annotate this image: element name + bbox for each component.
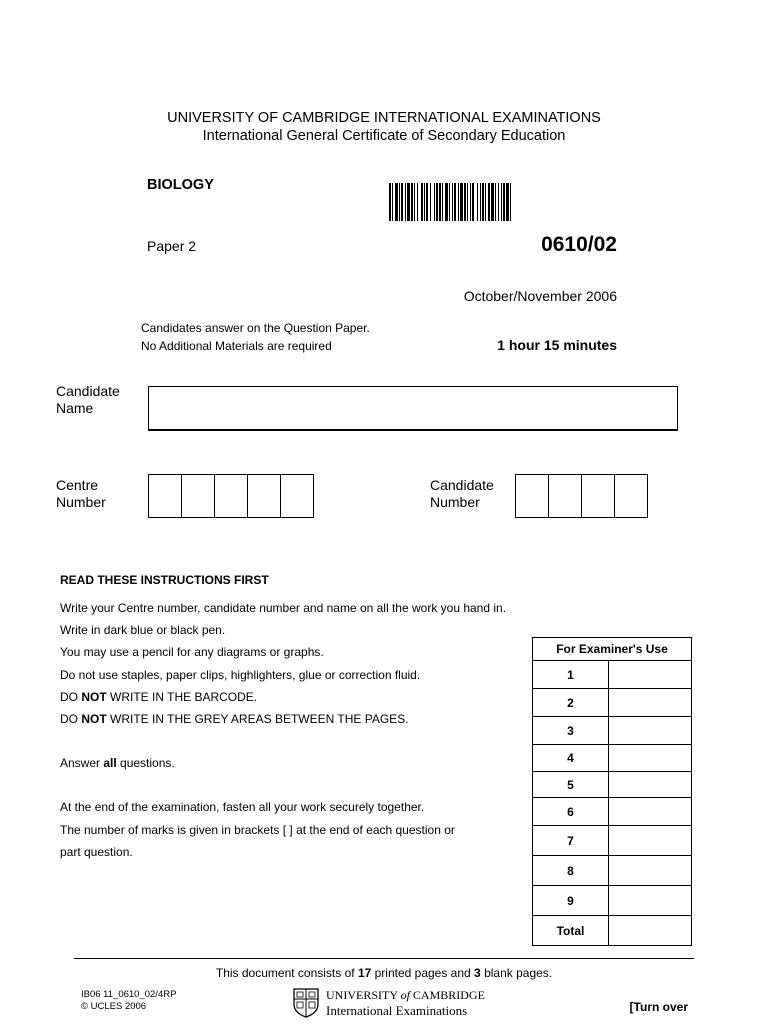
page-count-text: blank pages. bbox=[480, 966, 553, 980]
total-label: Total bbox=[533, 916, 609, 946]
candidate-number-field[interactable] bbox=[515, 474, 648, 518]
question-number: 8 bbox=[533, 856, 609, 886]
instruction-line: Write your Centre number, candidate number and name on all the work you hand in. bbox=[60, 601, 507, 615]
question-number: 7 bbox=[533, 826, 609, 856]
cambridge-logo bbox=[293, 988, 485, 1018]
document-reference: IB06 11_0610_02/4RP bbox=[81, 989, 177, 1000]
examiners-use-table bbox=[532, 637, 692, 946]
logo-text: CAMBRIDGE bbox=[409, 988, 485, 1002]
instructions-block bbox=[60, 597, 530, 863]
exam-duration: 1 hour 15 minutes bbox=[497, 337, 617, 353]
instruction-text: questions. bbox=[116, 756, 175, 771]
page-count-statement bbox=[0, 966, 768, 980]
paper-label: Paper 2 bbox=[147, 238, 197, 254]
candidate-name-label-line-2: Name bbox=[56, 400, 94, 416]
centre-number-digit-box[interactable] bbox=[280, 475, 313, 517]
instructions-heading: READ THESE INSTRUCTIONS FIRST bbox=[60, 573, 269, 587]
instruction-text: DO bbox=[60, 712, 82, 727]
logo-text: UNIVERSITY bbox=[326, 988, 401, 1002]
instruction-line bbox=[60, 686, 530, 708]
instruction-emphasis: all bbox=[103, 756, 117, 771]
materials-line-2: No Additional Materials are required bbox=[141, 339, 332, 353]
barcode-icon bbox=[389, 183, 617, 221]
mark-cell[interactable] bbox=[609, 826, 692, 856]
instruction-line bbox=[60, 708, 530, 730]
copyright-notice: © UCLES 2006 bbox=[81, 1001, 147, 1012]
header-line-2: International General Certificate of Secondary Education bbox=[202, 128, 566, 144]
centre-number-digit-box[interactable] bbox=[181, 475, 214, 517]
exam-session: October/November 2006 bbox=[463, 288, 617, 304]
instruction-line: part question. bbox=[60, 844, 133, 859]
candidate-name-label bbox=[56, 383, 120, 417]
mark-cell[interactable] bbox=[609, 745, 692, 772]
instruction-emphasis: NOT bbox=[81, 689, 107, 704]
question-number: 6 bbox=[533, 798, 609, 826]
cambridge-crest-icon bbox=[293, 988, 319, 1018]
candidate-number-digit-box[interactable] bbox=[581, 475, 614, 517]
instruction-spacer bbox=[60, 730, 530, 752]
centre-number-digit-box[interactable] bbox=[247, 475, 280, 517]
instruction-text: WRITE IN THE GREY AREAS BETWEEN THE PAGES. bbox=[106, 712, 409, 727]
instruction-spacer bbox=[60, 774, 530, 796]
instruction-text: WRITE IN THE BARCODE. bbox=[106, 689, 258, 704]
instruction-line: Write in dark blue or black pen. bbox=[60, 623, 226, 638]
header-line-1: UNIVERSITY OF CAMBRIDGE INTERNATIONAL EXAMINATIONS bbox=[167, 110, 601, 126]
paper-code: 0610/02 bbox=[541, 233, 617, 256]
mark-cell[interactable] bbox=[609, 856, 692, 886]
instruction-line: You may use a pencil for any diagrams or graphs. bbox=[60, 645, 324, 660]
materials-line-1: Candidates answer on the Question Paper. bbox=[141, 321, 370, 335]
page-count-text: This document consists of bbox=[215, 966, 358, 980]
centre-number-digit-box[interactable] bbox=[149, 475, 181, 517]
candidate-number-label-line-1: Candidate bbox=[430, 477, 494, 493]
printed-pages-count: 17 bbox=[357, 966, 372, 980]
centre-number-label bbox=[56, 477, 106, 511]
question-number: 3 bbox=[533, 717, 609, 745]
footer-rule bbox=[74, 958, 694, 959]
instruction-line: At the end of the examination, fasten all your work securely together. bbox=[60, 800, 425, 815]
question-number: 1 bbox=[533, 661, 609, 689]
turn-over-label: [Turn over bbox=[629, 1000, 688, 1014]
instruction-text: DO bbox=[60, 689, 82, 704]
centre-number-label-line-1: Centre bbox=[56, 477, 99, 493]
candidate-name-field[interactable] bbox=[148, 386, 678, 431]
question-number: 2 bbox=[533, 689, 609, 717]
question-number: 9 bbox=[533, 886, 609, 916]
mark-cell[interactable] bbox=[609, 772, 692, 798]
centre-number-digit-box[interactable] bbox=[214, 475, 247, 517]
blank-pages-count: 3 bbox=[474, 966, 481, 980]
instruction-line: The number of marks is given in brackets [ ] at the end of each question or bbox=[60, 822, 455, 837]
page-count-text: printed pages and bbox=[371, 966, 475, 980]
logo-line-2: International Examinations bbox=[326, 1003, 468, 1018]
candidate-number-digit-box[interactable] bbox=[548, 475, 581, 517]
mark-cell[interactable] bbox=[609, 717, 692, 745]
question-number: 5 bbox=[533, 772, 609, 798]
instruction-emphasis: NOT bbox=[81, 712, 107, 727]
mark-cell[interactable] bbox=[609, 689, 692, 717]
candidate-number-digit-box[interactable] bbox=[614, 475, 647, 517]
mark-cell[interactable] bbox=[609, 798, 692, 826]
mark-cell[interactable] bbox=[609, 886, 692, 916]
instruction-line bbox=[60, 752, 530, 774]
candidate-number-digit-box[interactable] bbox=[516, 475, 548, 517]
candidate-number-label bbox=[430, 477, 494, 511]
subject-title: BIOLOGY bbox=[147, 177, 214, 193]
logo-line-1 bbox=[326, 988, 485, 1003]
examiners-use-title: For Examiner's Use bbox=[533, 638, 692, 661]
instruction-line: Do not use staples, paper clips, highlighters, glue or correction fluid. bbox=[60, 667, 421, 682]
centre-number-label-line-2: Number bbox=[56, 494, 106, 510]
instruction-text: Answer bbox=[60, 756, 104, 771]
centre-number-field[interactable] bbox=[148, 474, 314, 518]
question-number: 4 bbox=[533, 745, 609, 772]
total-mark-cell[interactable] bbox=[609, 916, 692, 946]
candidate-name-label-line-1: Candidate bbox=[56, 383, 120, 399]
mark-cell[interactable] bbox=[609, 661, 692, 689]
logo-text: of bbox=[400, 988, 410, 1002]
candidate-number-label-line-2: Number bbox=[430, 494, 480, 510]
